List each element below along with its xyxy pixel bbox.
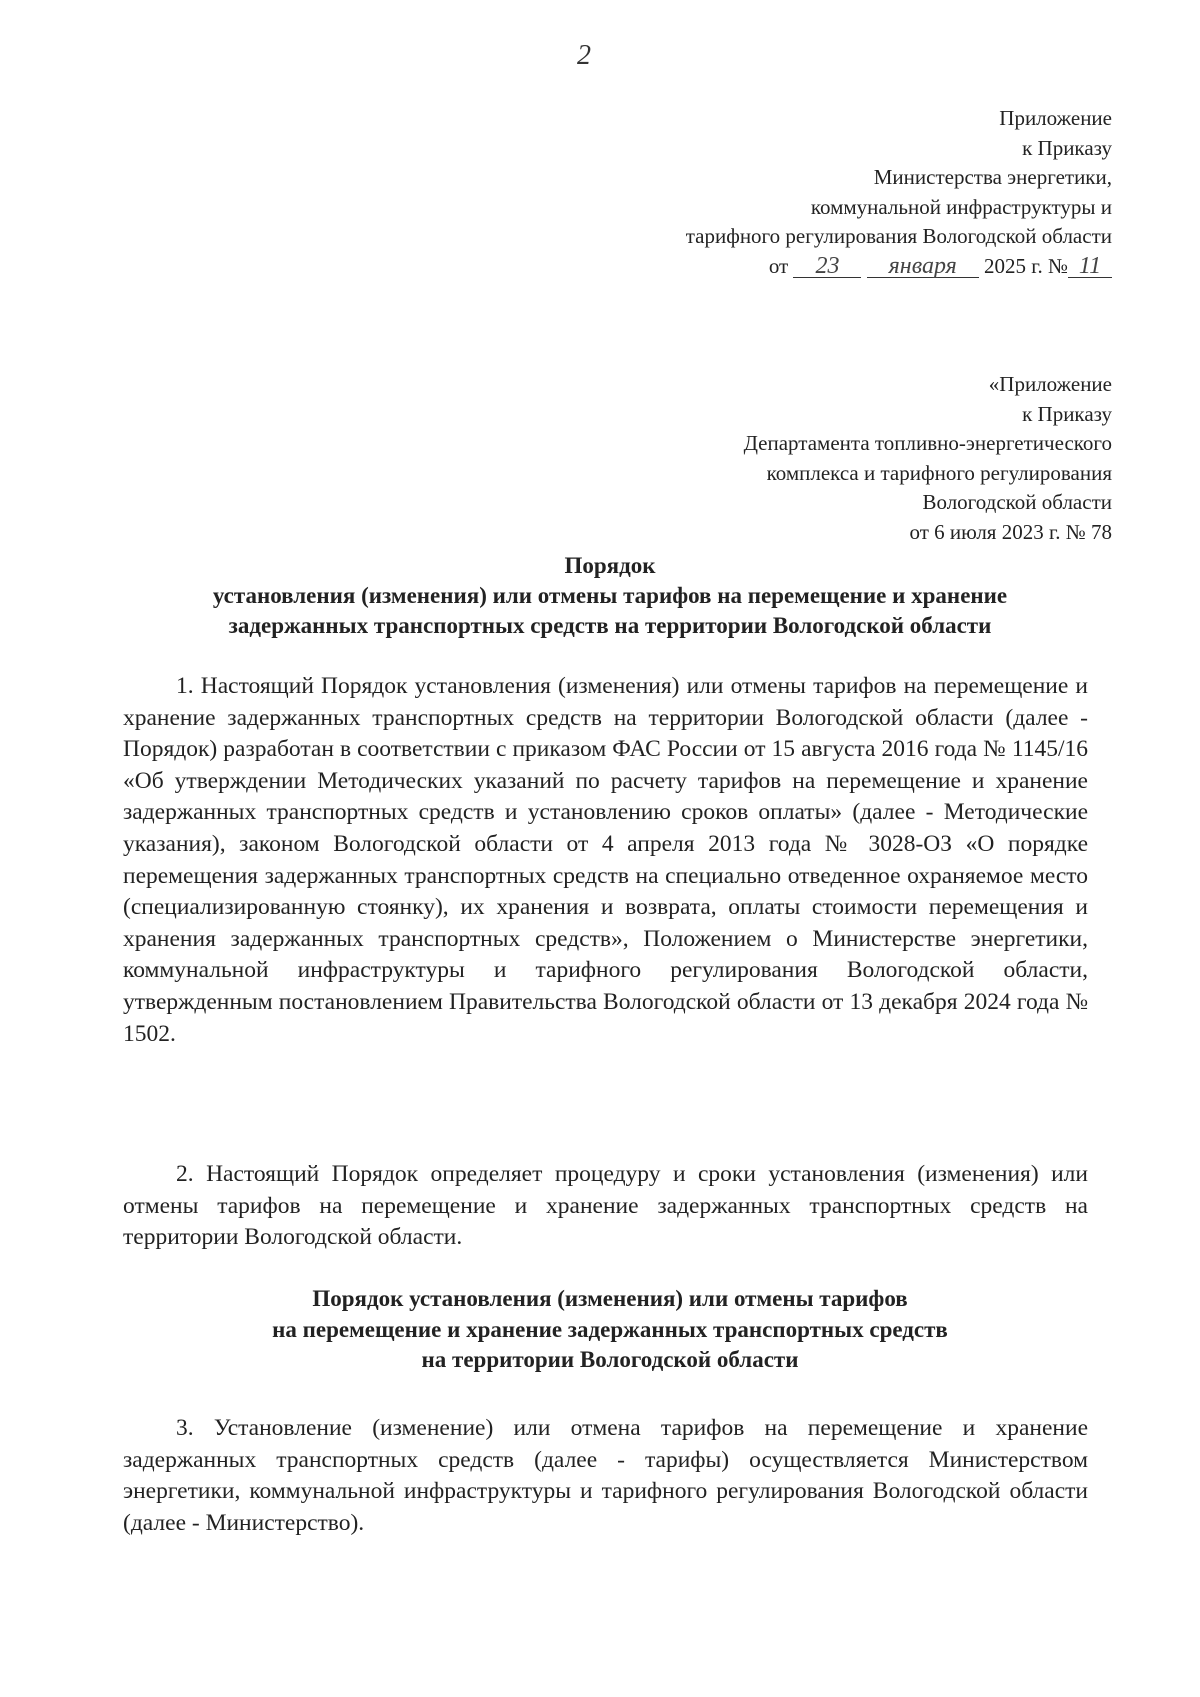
- title-line: задержанных транспортных средств на территории Вологодской области: [228, 613, 992, 638]
- paragraph-1: 1. Настоящий Порядок установления (изменения) или отмены тарифов на перемещение и хранение задержанных транспортных средств на территории Вологодской области (далее - Порядок) разработан в соответствии с приказом ФАС России от 15 августа 2016 года № 1145/16 «Об утверждении Методических указаний по расчету тарифов на перемещение и хранение задержанных транспортных средств и установлению сроков оплаты» (далее - Методические указания), законом Вологодской области от 4 апреля 2013 года № 3028-ОЗ «О порядке перемещения задержанных транспортных средств на специально отведенное охраняемое место (специализированную стоянку), их хранения и возврата, оплаты стоимости перемещения и хранения задержанных транспортных средств», Положением о Министерстве энергетики, коммунальной инфраструктуры и тарифного регулирования Вологодской области, утвержденным постановлением Правительства Вологодской области от 13 декабря 2024 года № 1502.: [123, 673, 1088, 1047]
- approval-block: [686, 104, 1112, 281]
- original-approval-line: комплекса и тарифного регулирования: [766, 460, 1112, 485]
- original-approval-block: [744, 370, 1112, 547]
- original-approval-line: Департамента топливно-энергетического: [743, 431, 1112, 455]
- handwritten-day: 23: [793, 255, 861, 278]
- date-prefix: от: [768, 253, 789, 278]
- document-title: [110, 551, 1110, 641]
- handwritten-order-number: 11: [1068, 255, 1112, 278]
- paragraph-3: 3. Установление (изменение) или отмена тарифов на перемещение и хранение задержанных транспортных средств (далее - тарифы) осуществляется Министерством энергетики, коммунальной инфраструктуры и тарифного регулирования Вологодской области (далее - Министерство).: [123, 1415, 1088, 1536]
- handwritten-month: января: [867, 255, 979, 278]
- title-line: установления (изменения) или отмены тарифов на перемещение и хранение: [212, 583, 1008, 608]
- section-heading-line: на территории Вологодской области: [421, 1347, 799, 1372]
- section-heading: [110, 1284, 1110, 1376]
- section-heading-line: Порядок установления (изменения) или отмены тарифов: [312, 1286, 908, 1311]
- approval-line: к Приказу: [1022, 135, 1112, 160]
- original-approval-line: Вологодской области: [922, 490, 1112, 514]
- date-year: 2025 г. №: [983, 253, 1068, 278]
- section-heading-line: на перемещение и хранение задержанных транспортных средств: [272, 1316, 948, 1342]
- page-number: 2: [577, 40, 591, 71]
- title-line: Порядок: [564, 553, 656, 578]
- approval-date-line: [686, 252, 1112, 282]
- original-approval-line: к Приказу: [1022, 401, 1112, 426]
- paragraph-2: 2. Настоящий Порядок определяет процедуру и сроки установления (изменения) или отмены тарифов на перемещение и хранение задержанных транспортных средств на территории Вологодской области.: [123, 1161, 1088, 1251]
- approval-line: Приложение: [999, 106, 1112, 130]
- approval-line: тарифного регулирования Вологодской области: [685, 224, 1112, 248]
- approval-line: коммунальной инфраструктуры и: [810, 194, 1112, 219]
- original-approval-line: от 6 июля 2023 г. № 78: [909, 519, 1112, 544]
- approval-line: Министерства энергетики,: [873, 165, 1112, 189]
- original-approval-line: «Приложение: [988, 372, 1112, 396]
